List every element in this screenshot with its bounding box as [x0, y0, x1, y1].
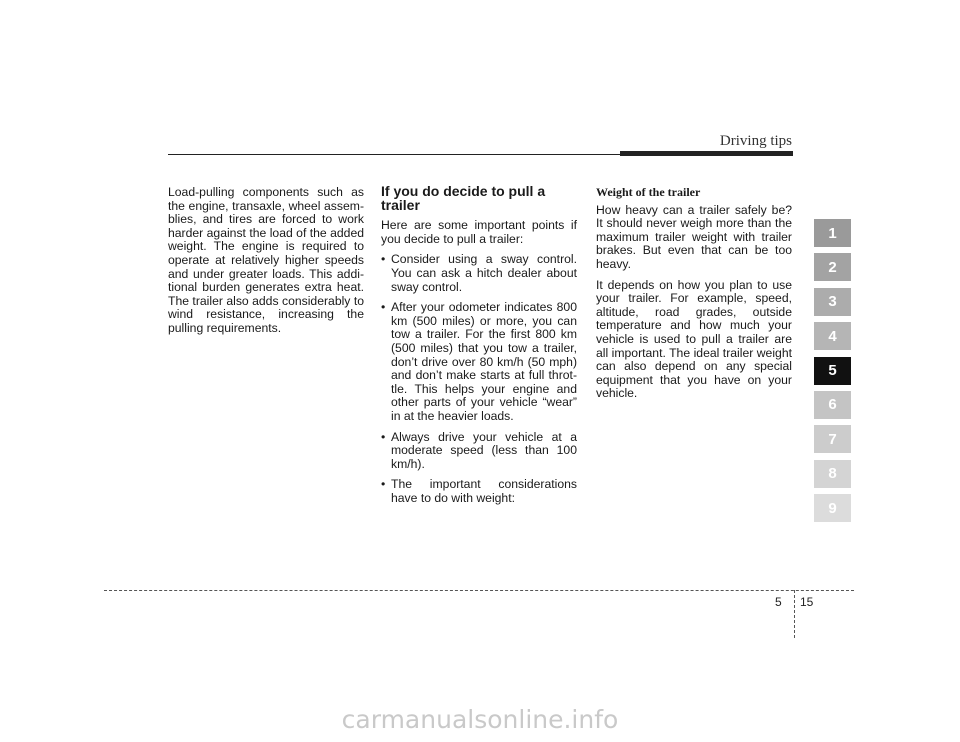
chapter-tab-4[interactable]: 4	[814, 322, 851, 350]
header-rule-accent	[620, 151, 793, 156]
footer-rule	[104, 590, 854, 591]
page-number: 15	[800, 595, 814, 609]
header-rule	[168, 154, 620, 155]
bullet-list	[381, 253, 577, 505]
list-item: • The important considerations have to do with weight:	[381, 478, 577, 505]
paragraph: How heavy can a trailer safely be? It should never weigh more than the maximum trailer weight with trailer brakes. But even that can be too heavy.	[596, 202, 792, 271]
column-1	[168, 186, 364, 343]
chapter-tab-2[interactable]: 2	[814, 253, 851, 281]
list-item: • After your odometer indicates 800 km (500 miles) or more, you can tow a trailer. For the first 800 km (500 miles) that you tow a trailer, don’t drive over 80 km/h (50 mph) and don’t make starts at full throttle. This helps your engine and other parts of your vehicle “wear” in at the heavier loads.	[381, 301, 577, 423]
chapter-tab-9[interactable]: 9	[814, 494, 851, 522]
column-2	[381, 185, 577, 512]
chapter-tab-7[interactable]: 7	[814, 425, 851, 453]
chapter-tabs	[814, 219, 851, 529]
watermark: carmanualsonline.info	[341, 705, 619, 734]
chapter-tab-8[interactable]: 8	[814, 460, 851, 488]
chapter-tab-1[interactable]: 1	[814, 219, 851, 247]
list-item: • Always drive your vehicle at a moderate speed (less than 100 km/h).	[381, 431, 577, 472]
section-heading: If you do decide to pull a trailer	[381, 183, 546, 213]
subsection-heading: Weight of the trailer	[596, 185, 701, 199]
chapter-tab-5-active[interactable]: 5	[814, 357, 851, 385]
paragraph: Load-pulling components such as the engine, transaxle, wheel assemblies, and tires are forced to work harder against the load of the added weight. The engine is required to operate at relatively higher speeds and under greater loads. This additional burden generates extra heat. The trailer also adds considerably to wind resistance, increasing the pulling requirements.	[168, 185, 364, 335]
paragraph: It depends on how you plan to use your trailer. For example, speed, altitude, road grades, outside temperature and how much your vehicle is used to pull a trailer are all important. The ideal trailer weight can also depend on any special equipment that you have on your vehicle.	[596, 277, 792, 401]
paragraph: Here are some important points if you decide to pull a trailer:	[381, 218, 577, 246]
column-3	[596, 186, 792, 408]
page-section-number: 5	[775, 595, 782, 609]
chapter-tab-3[interactable]: 3	[814, 288, 851, 316]
page-header-title: Driving tips	[719, 133, 792, 149]
chapter-tab-6[interactable]: 6	[814, 391, 851, 419]
list-item: • Consider using a sway control. You can ask a hitch dealer about sway control.	[381, 253, 577, 294]
footer-divider	[794, 590, 795, 638]
